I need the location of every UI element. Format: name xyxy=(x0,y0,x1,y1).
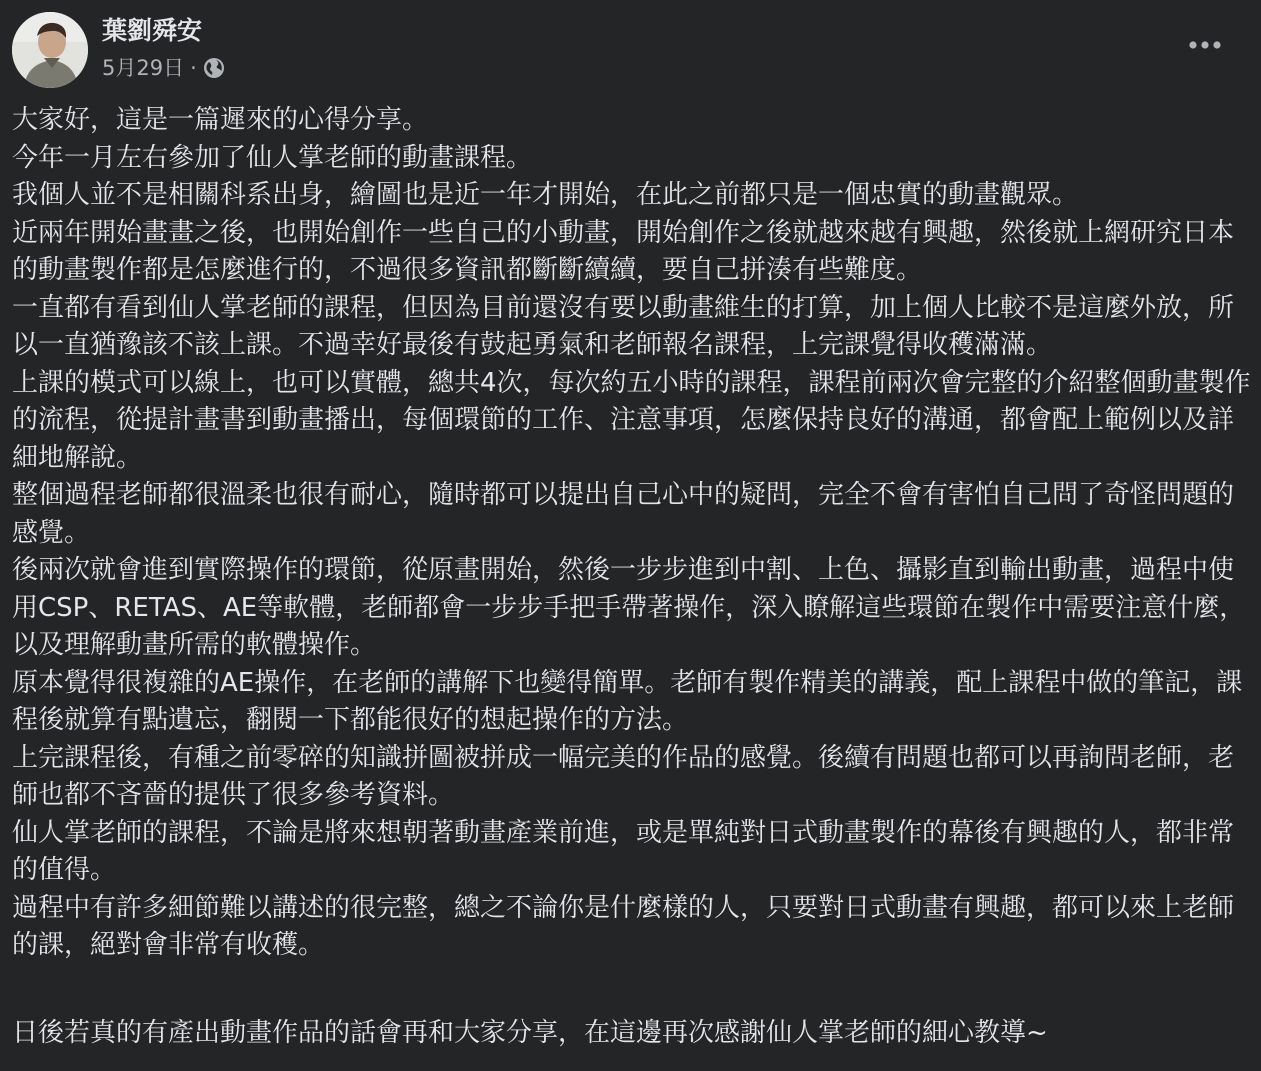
post-body xyxy=(12,102,1252,965)
post-paragraph: 一直都有看到仙人掌老師的課程，但因為目前還沒有要以動畫維生的打算，加上個人比較不是這麼外放，所以一直猶豫該不該上課。不過幸好最後有鼓起勇氣和老師報名課程，上完課覺得收穫滿滿。 xyxy=(12,292,1235,360)
post-paragraph: 上課的模式可以線上，也可以實體，總共4次，每次約五小時的課程，課程前兩次會完整的介紹整個動畫製作的流程，從提計畫書到動畫播出，每個環節的工作、注意事項，怎麼保持良好的溝通，都會配上範例以及詳細地解說。 xyxy=(12,367,1251,473)
author-avatar[interactable] xyxy=(12,12,88,88)
post-meta xyxy=(102,54,225,82)
post-paragraph: 整個過程老師都很溫柔也很有耐心，隨時都可以提出自己心中的疑問，完全不會有害怕自己問了奇怪問題的感覺。 xyxy=(12,480,1235,548)
post-paragraph: 原本覺得很複雜的AE操作，在老師的講解下也變得簡單。老師有製作精美的講義，配上課程中做的筆記，課程後就算有點遺忘，翻閱一下都能很好的想起操作的方法。 xyxy=(12,667,1243,735)
post-header xyxy=(12,12,1249,92)
post-paragraph: 大家好，這是一篇遲來的心得分享。 xyxy=(12,105,429,135)
post-paragraph: 近兩年開始畫畫之後，也開始創作一些自己的小動畫，開始創作之後就越來越有興趣，然後就上網研究日本的動畫製作都是怎麼進行的，不過很多資訊都斷斷續續，要自己拼湊有些難度。 xyxy=(12,217,1235,285)
post-closing-paragraph: 日後若真的有產出動畫作品的話會再和大家分享，在這邊再次感謝仙人掌老師的細心教導~ xyxy=(12,1018,1048,1048)
post-paragraph: 過程中有許多細節難以講述的很完整，總之不論你是什麼樣的人，只要對日式動畫有興趣，都可以來上老師的課，絕對會非常有收穫。 xyxy=(12,892,1235,960)
post-date[interactable]: 5月29日 xyxy=(102,56,185,80)
post-paragraph: 上完課程後，有種之前零碎的知識拼圖被拼成一幅完美的作品的感覺。後續有問題也都可以再詢問老師，老師也都不吝嗇的提供了很多參考資料。 xyxy=(12,742,1235,810)
post-paragraph: 我個人並不是相關科系出身，繪圖也是近一年才開始，在此之前都只是一個忠實的動畫觀眾。 xyxy=(12,180,1079,210)
more-options-icon xyxy=(1187,40,1223,50)
post-paragraph: 仙人掌老師的課程，不論是將來想朝著動畫產業前進，或是單純對日式動畫製作的幕後有興趣的人，都非常的值得。 xyxy=(12,817,1235,885)
post-paragraph: 今年一月左右參加了仙人掌老師的動畫課程。 xyxy=(12,142,533,173)
post-paragraph: 後兩次就會進到實際操作的環節，從原畫開始，然後一步步進到中割、上色、攝影直到輸出動畫，過程中使用CSP、RETAS、AE等軟體，老師都會一步步手把手帶著操作，深入瞭解這些環節在製作中需要注意什麼，以及理解動畫所需的軟體操作。 xyxy=(12,555,1246,660)
meta-separator: · xyxy=(190,56,197,80)
avatar-image xyxy=(12,12,88,88)
globe-icon[interactable] xyxy=(203,57,225,79)
author-name[interactable]: 葉劉舜安 xyxy=(102,16,203,45)
more-options-button[interactable] xyxy=(1183,30,1227,60)
